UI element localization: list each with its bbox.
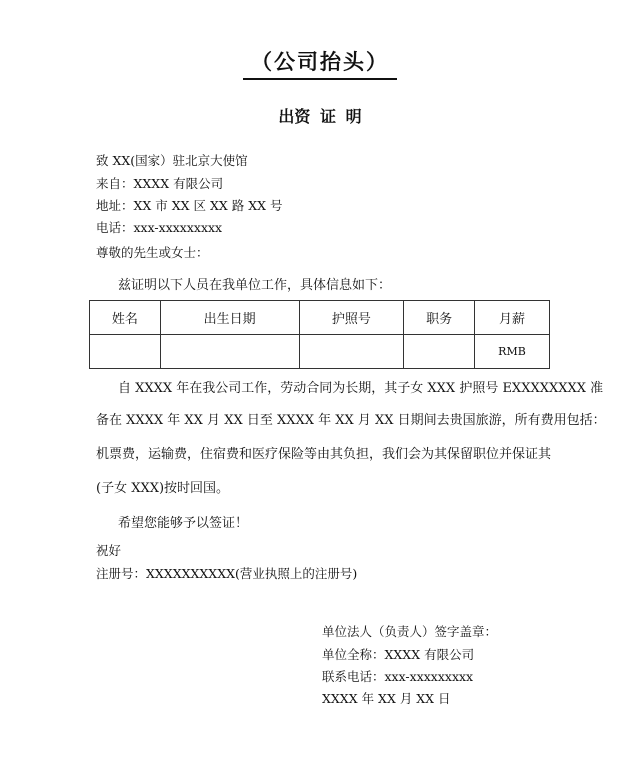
recipient-line: 致 XX(国家）驻北京大使馆 — [96, 153, 248, 168]
table-row — [90, 335, 550, 369]
letterhead — [0, 46, 640, 80]
body-line-4: (子女 XXX)按时回国。 — [96, 481, 230, 496]
table-cell — [404, 335, 475, 369]
registration-line: 注册号：XXXXXXXXXX(营业执照上的注册号) — [96, 566, 358, 581]
company-full-name: 单位全称：XXXX 有限公司 — [322, 647, 475, 662]
salutation-line: 尊敬的先生或女士： — [96, 245, 209, 260]
regards-line: 祝好 — [96, 543, 122, 558]
table-cell — [90, 335, 161, 369]
address-line: 地址：XX 市 XX 区 XX 路 XX 号 — [96, 198, 283, 213]
table-header-cell: 护照号 — [299, 301, 404, 335]
employee-info-table — [89, 300, 550, 369]
table-header-cell: 姓名 — [90, 301, 161, 335]
letterhead-text: （公司抬头） — [243, 46, 397, 80]
legal-rep-signature: 单位法人（负责人）签字盖章： — [322, 624, 498, 639]
phone-line: 电话：xxx-xxxxxxxxx — [96, 220, 223, 235]
body-line-2: 备在 XXXX 年 XX 月 XX 日至 XXXX 年 XX 月 XX 日期间去贵国旅游，所有费用包括： — [96, 413, 606, 428]
table-cell — [160, 335, 299, 369]
table-cell — [299, 335, 404, 369]
signature-date: XXXX 年 XX 月 XX 日 — [322, 691, 451, 706]
hope-line: 希望您能够予以签证！ — [118, 516, 249, 531]
sender-line: 来自：XXXX 有限公司 — [96, 176, 224, 191]
intro-line: 兹证明以下人员在我单位工作，具体信息如下： — [118, 278, 392, 293]
document-title: 出资 证 明 — [278, 107, 362, 126]
salary-cell: RMB — [474, 335, 549, 369]
table-header-cell: 职务 — [404, 301, 475, 335]
body-line-1: 自 XXXX 年在我公司工作，劳动合同为长期，其子女 XXX 护照号 EXXXXXXXX 准 — [118, 381, 604, 396]
table-header-cell: 出生日期 — [160, 301, 299, 335]
table-header-row — [90, 301, 550, 335]
body-line-3: 机票费，运输费，住宿费和医疗保险等由其负担，我们会为其保留职位并保证其 — [96, 447, 552, 462]
contact-phone: 联系电话：xxx-xxxxxxxxx — [322, 669, 474, 684]
table-header-cell: 月薪 — [474, 301, 549, 335]
